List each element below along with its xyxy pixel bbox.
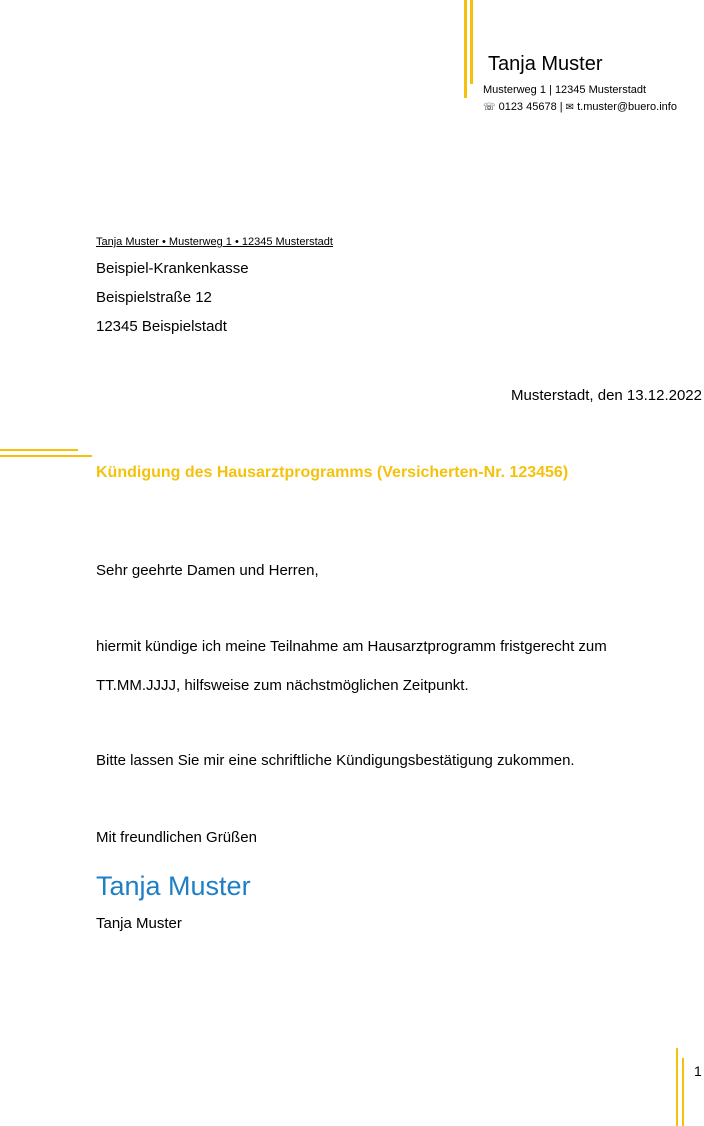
body-paragraph-2: Bitte lassen Sie mir eine schriftliche Kündigungsbestätigung zukommen.	[96, 752, 575, 769]
subject-line: Kündigung des Hausarztprogramms (Versicherten-Nr. 123456)	[96, 464, 569, 481]
closing: Mit freundlichen Grüßen	[96, 829, 257, 846]
page-number: 1	[694, 1063, 702, 1079]
recipient-city: 12345 Beispielstadt	[96, 318, 227, 335]
header-accent-bar	[464, 0, 467, 98]
subject-accent-bar	[0, 449, 78, 451]
recipient-street: Beispielstraße 12	[96, 289, 212, 306]
date-line: Musterstadt, den 13.12.2022	[511, 387, 702, 404]
salutation: Sehr geehrte Damen und Herren,	[96, 562, 319, 579]
subject-accent-bar	[0, 455, 92, 457]
phone-icon: ☏	[483, 102, 496, 113]
footer-accent-bar	[676, 1048, 678, 1126]
sender-email: t.muster@buero.info	[577, 101, 677, 113]
return-address: Tanja Muster • Musterweg 1 • 12345 Musterstadt	[96, 236, 333, 248]
body-paragraph-1-line-2: TT.MM.JJJJ, hilfsweise zum nächstmöglichen Zeitpunkt.	[96, 677, 469, 694]
sender-name: Tanja Muster	[488, 53, 603, 75]
header-accent-bar	[470, 0, 473, 84]
sender-phone: 0123 45678 |	[498, 101, 563, 113]
recipient-name: Beispiel-Krankenkasse	[96, 260, 249, 277]
signature-name: Tanja Muster	[96, 915, 182, 932]
body-paragraph-1-line-1: hiermit kündige ich meine Teilnahme am Hausarztprogramm fristgerecht zum	[96, 638, 607, 655]
footer-accent-bar	[682, 1058, 684, 1126]
sender-address: Musterweg 1 | 12345 Musterstadt	[483, 84, 647, 96]
envelope-icon: ✉	[565, 102, 575, 113]
sender-contact	[483, 101, 677, 113]
signature-script: Tanja Muster	[96, 871, 251, 901]
